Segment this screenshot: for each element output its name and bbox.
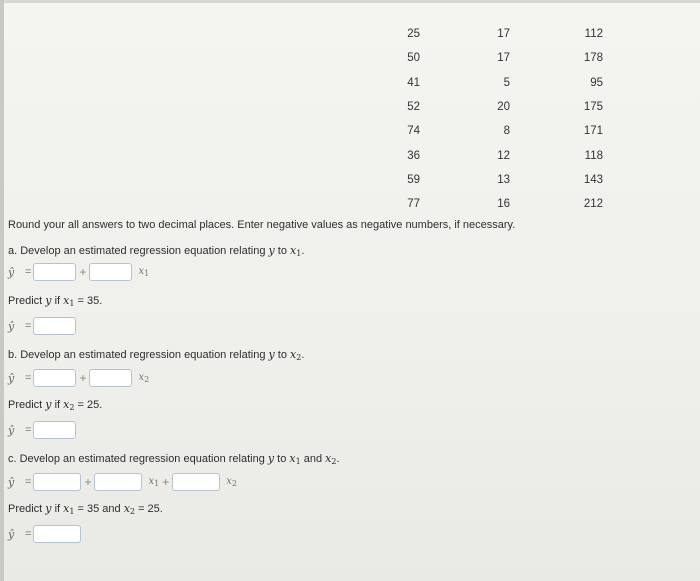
predict-mid: if [51, 503, 64, 515]
var-sub-2: 2 [69, 403, 75, 412]
predict-value-1: = 35 and [74, 503, 124, 515]
var-sub-2: 2 [144, 375, 150, 384]
plus-sign: + [84, 475, 92, 489]
part-a-x1-coef-input[interactable] [89, 263, 132, 281]
table-cell-col3: 171 [583, 125, 603, 138]
var-x2 [63, 398, 74, 411]
part-c-equation-row [8, 471, 237, 493]
plus-sign: + [79, 265, 87, 279]
table-cell-col1: 36 [407, 149, 420, 162]
yhat-label: ŷ [8, 423, 15, 437]
var-y: y [268, 348, 275, 361]
var-x-letter: x [123, 502, 130, 515]
table-row [360, 143, 603, 167]
part-a-heading-suffix: . [301, 245, 305, 257]
predict-prefix: Predict [8, 399, 46, 411]
equals-sign: = [25, 424, 32, 436]
part-b-predict-row [8, 419, 76, 441]
var-y: y [267, 452, 275, 465]
table-cell-col2: 20 [497, 101, 510, 114]
predict-mid: if [51, 399, 64, 411]
var-y: y [45, 398, 52, 411]
part-a-heading-prefix: a. Develop an estimated regression equation relating [8, 245, 269, 257]
part-b-prediction-input[interactable] [33, 421, 76, 439]
var-sub-1: 1 [144, 269, 150, 278]
part-c-heading-and: and [300, 453, 326, 465]
table-row [360, 95, 603, 119]
part-a-predict-row [8, 315, 76, 337]
part-b-heading-suffix: . [301, 349, 305, 361]
part-a-intercept-input[interactable] [33, 263, 76, 281]
table-cell-col1: 74 [407, 125, 420, 138]
table-cell-col2: 12 [497, 149, 510, 162]
predict-value: = 35. [74, 295, 103, 307]
var-sub-2: 2 [296, 353, 302, 362]
screen-edge-top [0, 0, 700, 3]
table-cell-col1: 41 [407, 76, 420, 89]
predict-mid: if [51, 295, 64, 307]
table-cell-col1: 50 [407, 52, 420, 65]
equals-sign: = [25, 528, 32, 540]
part-a-heading [8, 244, 304, 258]
table-cell-col2: 16 [497, 198, 510, 211]
table-cell-col2: 8 [503, 125, 510, 138]
var-x-letter: x [289, 452, 296, 465]
part-b-heading [8, 348, 304, 362]
part-b-intercept-input[interactable] [33, 369, 76, 387]
part-c-predict-row [8, 523, 81, 545]
var-x-letter: x [325, 452, 332, 465]
part-c-heading [8, 452, 340, 466]
table-row [360, 22, 603, 46]
part-c-x2-coef-input[interactable] [172, 473, 220, 491]
yhat-label: ŷ [8, 527, 15, 541]
screen-edge-left [0, 0, 4, 581]
equals-sign: = [25, 476, 32, 488]
table-row [360, 71, 603, 95]
var-x-letter: x [290, 244, 297, 257]
var-x-letter: x [290, 348, 297, 361]
part-c-heading-suffix: . [336, 453, 340, 465]
var-sub-1: 1 [154, 479, 160, 488]
x1-label [138, 266, 149, 278]
part-b-x2-coef-input[interactable] [89, 369, 132, 387]
part-a-heading-mid: to [274, 245, 291, 257]
part-c-intercept-input[interactable] [33, 473, 81, 491]
data-table-body [360, 22, 603, 216]
part-a-prediction-input[interactable] [33, 317, 76, 335]
equals-sign: = [25, 266, 32, 278]
table-cell-col1: 59 [407, 173, 420, 186]
table-row [360, 192, 603, 216]
plus-sign: + [162, 475, 170, 489]
var-x1 [63, 502, 74, 515]
yhat-label: ŷ [8, 319, 15, 333]
var-x-letter: x [138, 372, 145, 383]
var-y: y [45, 502, 52, 515]
var-sub-2: 2 [129, 507, 136, 516]
table-cell-col1: 77 [407, 198, 420, 211]
table-row [360, 46, 603, 70]
predict-value: = 25. [74, 399, 103, 411]
var-x1 [290, 244, 301, 257]
part-a-predict-text [8, 294, 102, 308]
part-c-prediction-input[interactable] [33, 525, 81, 543]
table-row [360, 168, 603, 192]
table-cell-col2: 17 [497, 28, 510, 41]
predict-prefix: Predict [8, 295, 46, 307]
var-x1 [63, 294, 74, 307]
table-cell-col3: 178 [583, 52, 603, 65]
var-sub-1: 1 [69, 299, 75, 308]
var-x-letter: x [226, 476, 232, 487]
yhat-label: ŷ [8, 371, 15, 385]
table-cell-col3: 95 [590, 76, 603, 89]
yhat-label: ŷ [8, 475, 15, 489]
equals-sign: = [25, 320, 32, 332]
instructions-text: Round your all answers to two decimal places. Enter negative values as negative numbers, if necessary. [8, 219, 516, 231]
var-x-letter: x [63, 398, 70, 411]
x2-label [226, 476, 237, 488]
var-x-letter: x [63, 294, 70, 307]
plus-sign: + [79, 371, 87, 385]
table-cell-col3: 118 [584, 149, 603, 162]
var-x-letter: x [63, 502, 70, 515]
var-x-letter: x [148, 476, 155, 487]
data-table [360, 22, 603, 216]
part-c-heading-prefix: c. Develop an estimated regression equation relating [8, 453, 268, 465]
table-cell-col2: 5 [503, 76, 510, 89]
var-x-letter: x [138, 266, 145, 277]
var-y: y [45, 294, 52, 307]
var-x2 [325, 452, 336, 465]
x1-label [148, 476, 159, 488]
var-x1 [289, 452, 300, 465]
table-cell-col3: 212 [583, 198, 603, 211]
var-y: y [268, 244, 275, 257]
table-cell-col3: 112 [584, 28, 603, 41]
table-cell-col1: 52 [407, 101, 420, 114]
predict-value-2: = 25. [135, 503, 163, 515]
part-b-equation-row [8, 367, 149, 389]
var-sub-1: 1 [69, 507, 75, 516]
var-sub-2: 2 [331, 457, 337, 466]
part-b-heading-prefix: b. Develop an estimated regression equation relating [8, 349, 269, 361]
table-cell-col3: 143 [583, 173, 603, 186]
var-sub-2: 2 [231, 479, 237, 488]
var-x2 [124, 502, 135, 515]
var-sub-1: 1 [296, 249, 302, 258]
table-cell-col3: 175 [583, 101, 603, 114]
table-cell-col2: 13 [497, 173, 510, 186]
var-sub-1: 1 [295, 457, 301, 466]
x2-label [138, 372, 149, 384]
part-c-predict-text [8, 502, 163, 516]
part-c-x1-coef-input[interactable] [94, 473, 142, 491]
var-x2 [290, 348, 301, 361]
part-b-predict-text [8, 398, 102, 412]
yhat-label: ŷ [8, 265, 15, 279]
table-cell-col2: 17 [497, 52, 510, 65]
predict-prefix: Predict [8, 503, 46, 515]
part-a-equation-row [8, 261, 149, 283]
table-row [360, 119, 603, 143]
equals-sign: = [25, 372, 32, 384]
part-c-heading-mid: to [274, 453, 290, 465]
part-b-heading-mid: to [274, 349, 291, 361]
table-cell-col1: 25 [407, 28, 420, 41]
